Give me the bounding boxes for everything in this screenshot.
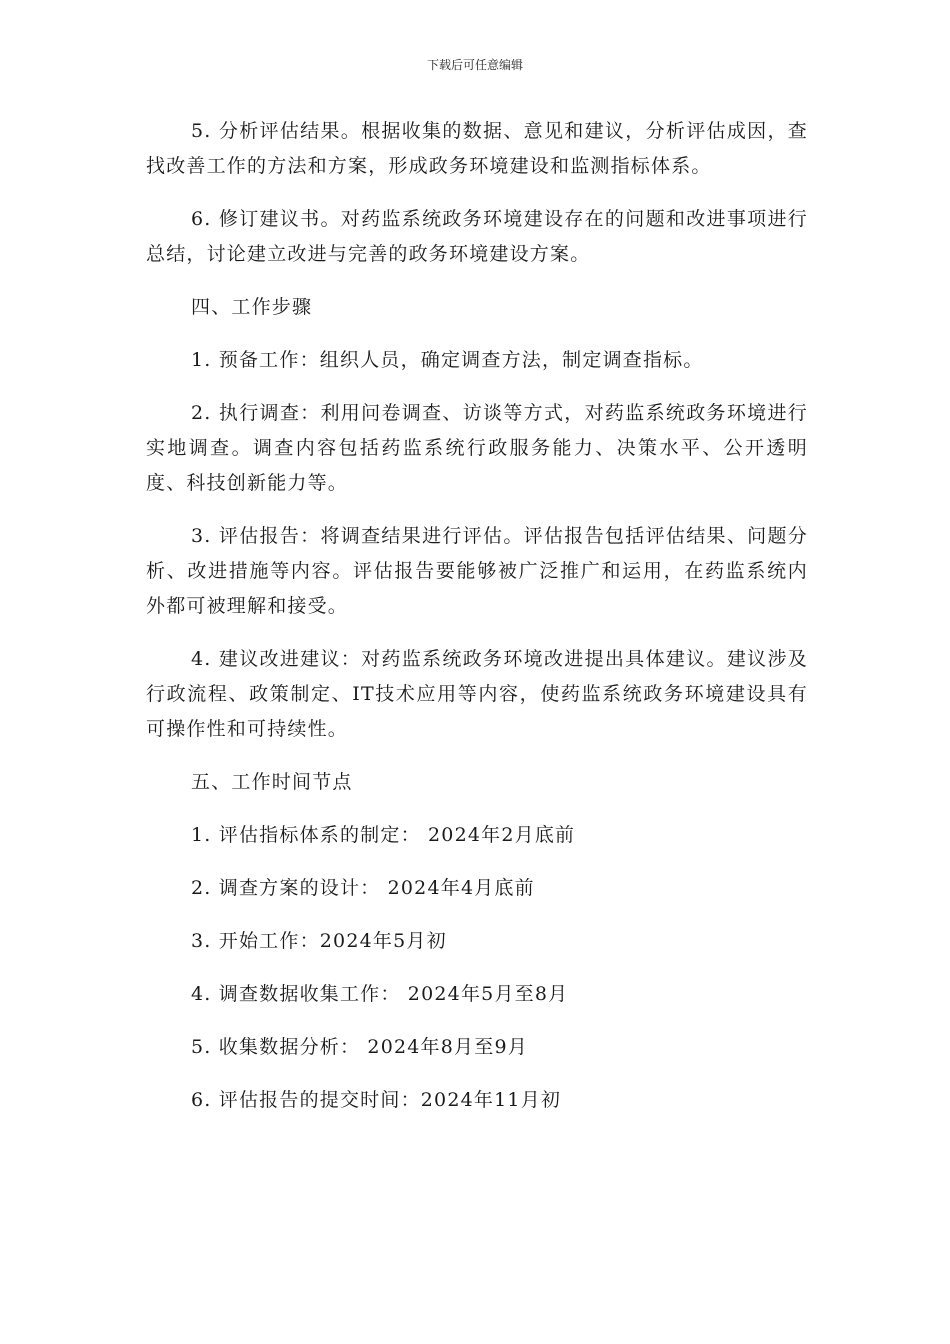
paragraph-analysis-results: 5. 分析评估结果。根据收集的数据、意见和建议，分析评估成因，查找改善工作的方法和方案，形成政务环境建设和监测指标体系。 xyxy=(146,120,808,177)
step-improvement-suggestions: 4. 建议改进建议：对药监系统政务环境改进提出具体建议。建议涉及行政流程、政策制定、IT技术应用等内容，使药监系统政务环境建设具有可操作性和可持续性。 xyxy=(146,648,808,740)
step-assessment-report: 3. 评估报告：将调查结果进行评估。评估报告包括评估结果、问题分析、改进措施等内容。评估报告要能够被广泛推广和运用，在药监系统内外都可被理解和接受。 xyxy=(146,525,808,617)
timeline-item-survey-design: 2. 调查方案的设计： 2024年4月底前 xyxy=(191,877,535,899)
step-preparation: 1. 预备工作：组织人员，确定调查方法，制定调查指标。 xyxy=(191,349,704,371)
document-body xyxy=(146,114,808,1136)
timeline-item-data-collection: 4. 调查数据收集工作： 2024年5月至8月 xyxy=(191,983,569,1005)
page-header-note: 下载后可任意编辑 xyxy=(426,58,523,72)
timeline-item-indicator-system: 1. 评估指标体系的制定： 2024年2月底前 xyxy=(191,824,576,846)
step-execute-survey: 2. 执行调查：利用问卷调查、访谈等方式，对药监系统政务环境进行实地调查。调查内容包括药监系统行政服务能力、决策水平、公开透明度、科技创新能力等。 xyxy=(146,402,808,494)
timeline-item-report-submission: 6. 评估报告的提交时间：2024年11月初 xyxy=(191,1089,562,1111)
paragraph-revise-proposal: 6. 修订建议书。对药监系统政务环境建设存在的问题和改进事项进行总结，讨论建立改进与完善的政务环境建设方案。 xyxy=(146,208,808,265)
timeline-item-data-analysis: 5. 收集数据分析： 2024年8月至9月 xyxy=(191,1036,528,1058)
timeline-item-start-work: 3. 开始工作：2024年5月初 xyxy=(191,930,447,952)
section-heading-timeline: 五、工作时间节点 xyxy=(191,771,353,793)
section-heading-work-steps: 四、工作步骤 xyxy=(191,296,313,318)
